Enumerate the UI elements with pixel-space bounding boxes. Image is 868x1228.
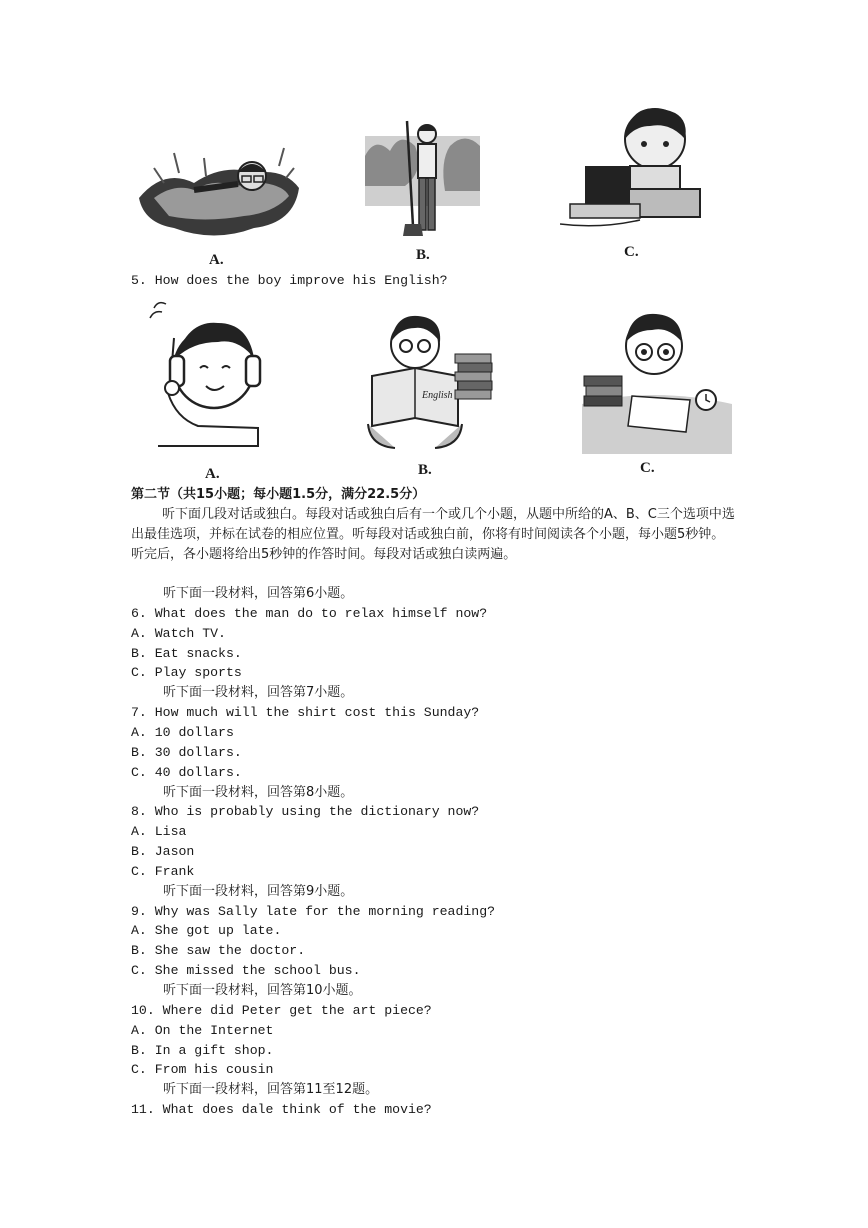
question-line: 8. Who is probably using the dictionary now? [131, 804, 480, 820]
question-line: B. In a gift shop. [131, 1042, 274, 1058]
question-line: B. 30 dollars. [131, 744, 242, 760]
question-line: 10. Where did Peter get the art piece? [131, 1002, 432, 1018]
tv-picture [560, 104, 735, 234]
listening-prompt: 听下面一段材料，回答第7小题。 [163, 685, 354, 701]
studying-picture [582, 304, 732, 454]
question-line: A. Lisa [131, 824, 187, 840]
question-line: C. From his cousin [131, 1062, 274, 1078]
question-line: A. 10 dollars [131, 724, 234, 740]
section-heading: 第二节（共15小题；每小题1.5分，满分22.5分） [131, 487, 426, 502]
question-line: C. Frank [131, 863, 195, 879]
listening-prompt: 听下面一段材料，回答第8小题。 [163, 784, 354, 800]
question-line: B. She saw the doctor. [131, 943, 306, 959]
listening-prompt: 听下面一段材料，回答第9小题。 [163, 883, 354, 899]
question-line: A. On the Internet [131, 1022, 274, 1038]
section-instructions: 听下面几段对话或独白。每段对话或独白后有一个或几个小题，从题中所给的A、B、C三个选项中选出最佳选项，并标在试卷的相应位置。听每段对话或独白前，你将有时间阅读各个小题，每小题5秒钟。听完后，各小题将给出5秒钟的作答时间。每段对话或独白读两遍。 [131, 507, 735, 562]
question-line: C. 40 dollars. [131, 764, 242, 780]
question-line: C. Play sports [131, 665, 242, 681]
sweeping-picture [365, 116, 480, 241]
row1-label-a: A. [209, 252, 224, 268]
swimming-picture [134, 128, 304, 248]
row2-label-b: B. [418, 462, 432, 478]
question-line: A. Watch TV. [131, 625, 226, 641]
question-5: 5. How does the boy improve his English? [131, 273, 448, 288]
reading-picture [360, 306, 500, 456]
question-line: 7. How much will the shirt cost this Sunday? [131, 705, 480, 721]
row1-label-b: B. [416, 247, 430, 263]
question-line: B. Jason [131, 844, 195, 860]
row2-label-a: A. [205, 466, 220, 482]
question-line: C. She missed the school bus. [131, 963, 361, 979]
headphones-picture [148, 298, 268, 448]
question-line: 11. What does dale think of the movie? [131, 1102, 432, 1118]
book-title-text: English [422, 390, 453, 401]
listening-prompt: 听下面一段材料，回答第6小题。 [163, 586, 354, 601]
question-line: 6. What does the man do to relax himself now? [131, 605, 488, 621]
listening-prompt: 听下面一段材料，回答第10小题。 [163, 983, 362, 998]
row2-label-c: C. [640, 460, 655, 476]
question-line: 9. Why was Sally late for the morning reading? [131, 903, 496, 919]
question-line: A. She got up late. [131, 923, 282, 939]
question-line: B. Eat snacks. [131, 645, 242, 661]
row1-label-c: C. [624, 244, 639, 260]
listening-prompt: 听下面一段材料，回答第11至12题。 [163, 1082, 379, 1098]
